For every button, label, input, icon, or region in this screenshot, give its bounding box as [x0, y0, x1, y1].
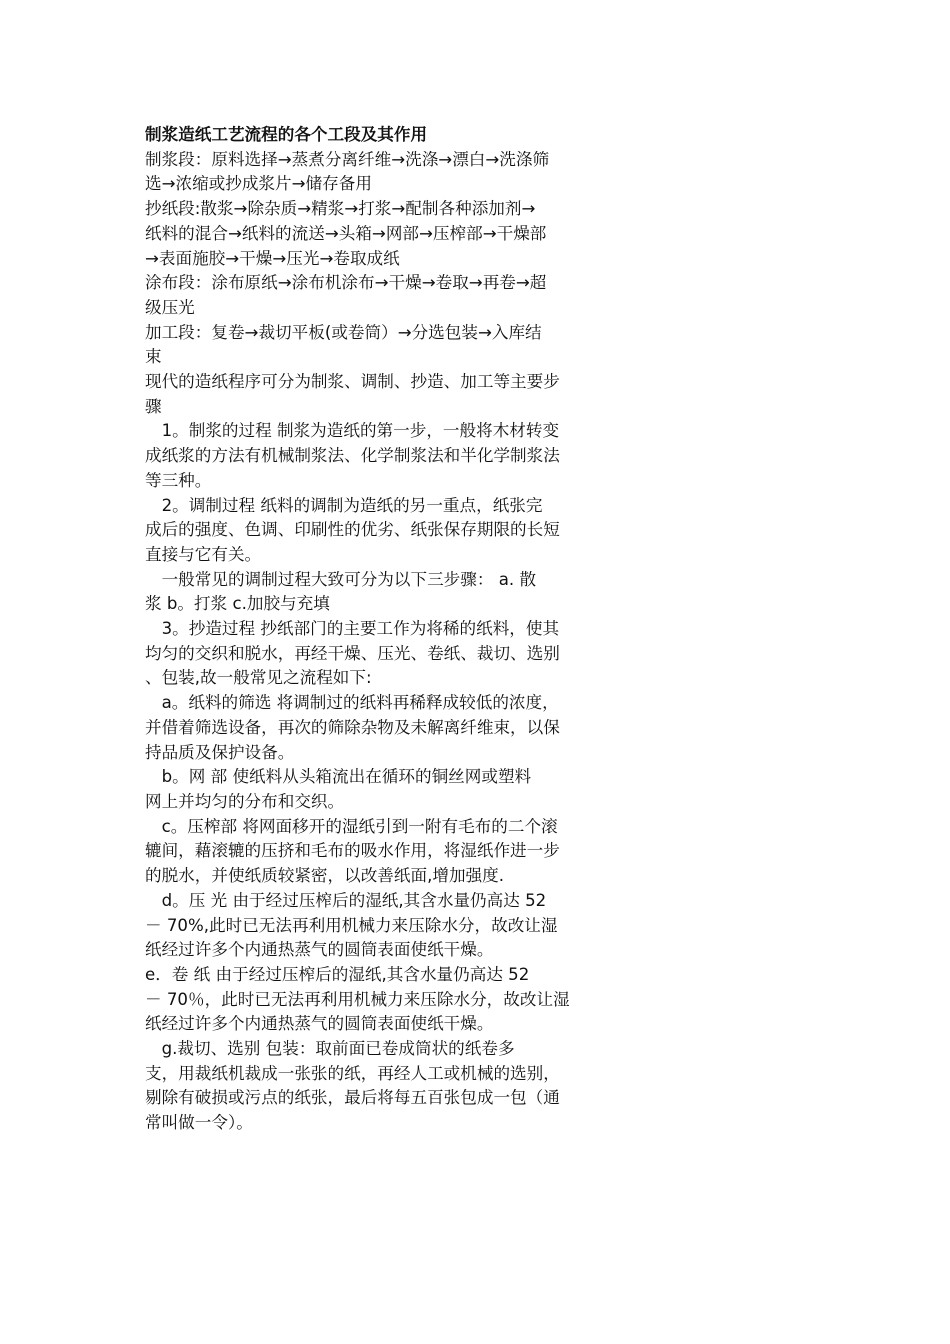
text-line: 、包装,故一般常见之流程如下: [145, 668, 372, 688]
text-line: 常叫做一令）。 [145, 1113, 253, 1133]
text-line: 支，用裁纸机裁成一张张的纸，再经人工或机械的选别， [145, 1063, 560, 1083]
text-line: 纸经过许多个内通热蒸气的圆筒表面使纸干燥。 [145, 940, 494, 960]
text-line: － 70%,此时已无法再利用机械力来压除水分，故改让湿 [145, 915, 558, 935]
text-line: b。网 部 使纸料从头箱流出在循环的铜丝网或塑料 [145, 767, 532, 787]
text-line: 加工段：复卷→裁切平板(或卷筒）→分选包装→入库结 [145, 322, 542, 342]
text-line: － 70％，此时已无法再利用机械力来压除水分，故改让湿 [145, 989, 570, 1009]
text-line: 网上并均匀的分布和交织。 [145, 791, 345, 811]
text-line: 选→浓缩或抄成浆片→储存备用 [145, 174, 372, 194]
text-line: 级压光 [145, 297, 195, 317]
text-line: 纸经过许多个内通热蒸气的圆筒表面使纸干燥。 [145, 1014, 494, 1034]
text-line: 持品质及保护设备。 [145, 742, 295, 762]
text-line: 均匀的交织和脱水，再经干燥、压光、卷纸、裁切、选别 [145, 643, 560, 663]
text-line: 浆 b。打浆 c.加胶与充填 [145, 594, 330, 614]
text-line: 纸料的混合→纸料的流送→头箱→网部→压榨部→干燥部 [145, 223, 547, 243]
text-line: 等三种。 [145, 470, 212, 490]
document-text [145, 148, 645, 1136]
text-line: c。压榨部 将网面移开的湿纸引到一附有毛布的二个滚 [145, 816, 558, 836]
text-line: →表面施胶→干燥→压光→卷取成纸 [145, 248, 400, 268]
document-title: 制浆造纸工艺流程的各个工段及其作用 [145, 125, 428, 144]
text-line: e．卷 纸 由于经过压榨后的湿纸,其含水量仍高达 52 [145, 964, 530, 984]
text-line: 的脱水，并使纸质较紧密，以改善纸面,增加强度. [145, 866, 505, 886]
text-line: 成纸浆的方法有机械制浆法、化学制浆法和半化学制浆法 [145, 446, 560, 466]
text-line: 一般常见的调制过程大致可分为以下三步骤： a. 散 [145, 569, 537, 589]
text-line: 束 [145, 347, 162, 367]
text-line: 涂布段：涂布原纸→涂布机涂布→干燥→卷取→再卷→超 [145, 273, 547, 293]
text-line: 制浆段：原料选择→蒸煮分离纤维→洗涤→漂白→洗涤筛 [145, 149, 550, 169]
text-line: a。纸料的筛选 将调制过的纸料再稀释成较低的浓度， [145, 693, 559, 713]
document-body [145, 123, 645, 1136]
text-line: 现代的造纸程序可分为制浆、调制、抄造、加工等主要步 [145, 372, 560, 392]
text-line: 抄纸段:散浆→除杂质→精浆→打浆→配制各种添加剂→ [145, 199, 536, 219]
text-line: 3。抄造过程 抄纸部门的主要工作为将稀的纸料，使其 [145, 619, 560, 639]
text-line: 成后的强度、色调、印刷性的优劣、纸张保存期限的长短 [145, 520, 560, 540]
text-line: 1。制浆的过程 制浆为造纸的第一步，一般将木材转变 [145, 421, 560, 441]
text-line: 直接与它有关。 [145, 544, 262, 564]
text-line: d。压 光 由于经过压榨后的湿纸,其含水量仍高达 52 [145, 890, 547, 910]
text-line: g.裁切、选别 包装：取前面已卷成筒状的纸卷多 [145, 1039, 515, 1059]
text-line: 剔除有破损或污点的纸张，最后将每五百张包成一包（通 [145, 1088, 560, 1108]
text-line: 骤 [145, 396, 162, 416]
text-line: 并借着筛选设备，再次的筛除杂物及未解离纤维束，以保 [145, 717, 560, 737]
text-line: 2。调制过程 纸料的调制为造纸的另一重点，纸张完 [145, 495, 543, 515]
text-line: 辘间，藉滚辘的压挤和毛布的吸水作用，将湿纸作进一步 [145, 841, 560, 861]
